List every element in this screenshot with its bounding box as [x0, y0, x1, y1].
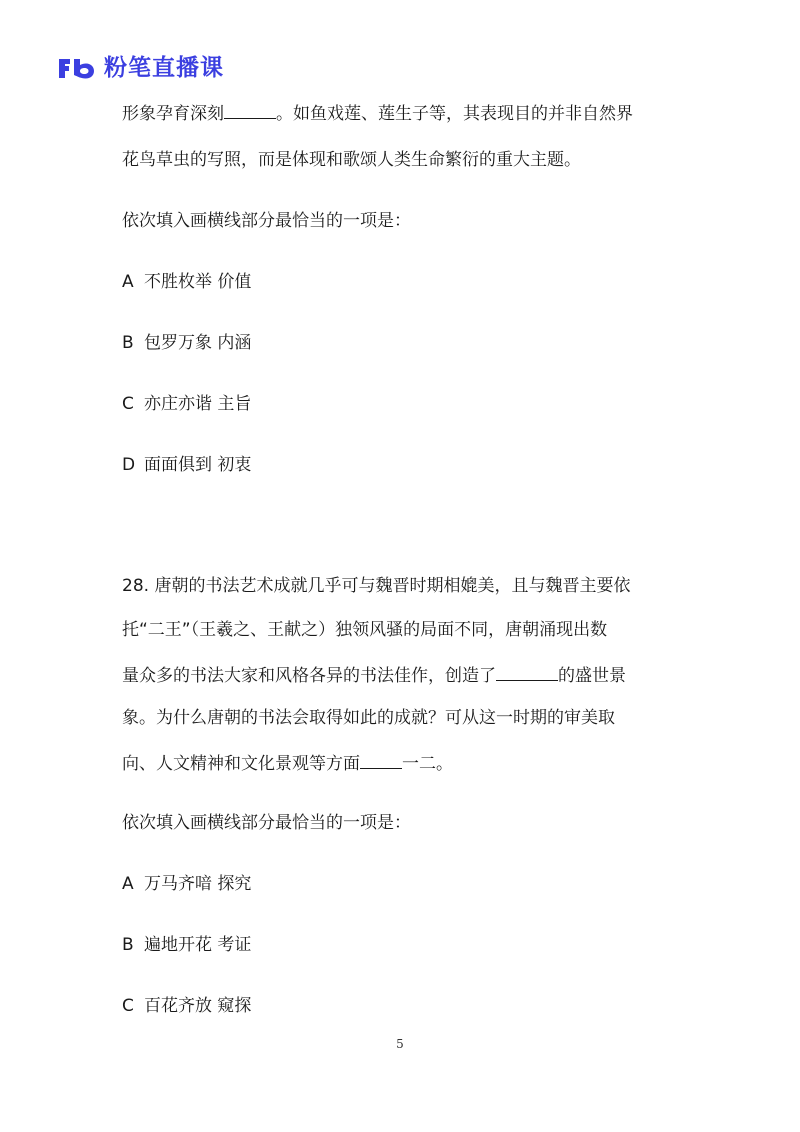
answer-blank — [360, 751, 402, 769]
q28-line-1: 28. 唐朝的书法艺术成就几乎可与魏晋时期相媲美，且与魏晋主要依 — [122, 576, 631, 596]
q28-prompt: 依次填入画横线部分最恰当的一项是： — [122, 813, 411, 833]
option-text: 百花齐放 窥探 — [144, 996, 252, 1016]
q27-option-a — [122, 271, 682, 294]
option-text: 包罗万象 内涵 — [144, 333, 252, 353]
option-letter: C — [122, 394, 134, 414]
option-letter: C — [122, 996, 134, 1016]
q28-option-b — [122, 934, 682, 957]
option-letter: A — [122, 874, 134, 894]
option-letter: D — [122, 455, 136, 475]
q27-option-d — [122, 454, 682, 477]
q28-option-c — [122, 995, 682, 1018]
q28-line-5-start: 向、人文精神和文化景观等方面 — [122, 754, 360, 774]
option-text: 亦庄亦谐 主旨 — [144, 394, 252, 414]
question-27-continuation — [122, 101, 682, 477]
q28-line-3-end: 的盛世景 — [558, 666, 626, 686]
option-letter: A — [122, 272, 134, 292]
q27-line-2: 花鸟草虫的写照，而是体现和歌颂人类生命繁衍的重大主题。 — [122, 150, 581, 170]
answer-blank — [496, 663, 558, 681]
q28-line-2: 托“二王”（王羲之、王献之）独领风骚的局面不同，唐朝涌现出数 — [122, 620, 608, 640]
q28-line-3 — [122, 663, 682, 686]
q27-option-c — [122, 393, 682, 416]
option-text: 不胜枚举 价值 — [144, 272, 252, 292]
q28-line-4: 象。为什么唐朝的书法会取得如此的成就？可从这一时期的审美取 — [122, 708, 615, 728]
answer-blank — [224, 101, 276, 119]
fb-logo-icon — [57, 56, 95, 80]
q28-line-5-end: 一二。 — [402, 754, 453, 774]
question-28 — [122, 575, 682, 1018]
q28-line-5 — [122, 751, 682, 774]
option-text: 万马齐喑 探究 — [144, 874, 252, 894]
q27-line-1 — [122, 101, 682, 124]
brand-logo — [57, 51, 224, 85]
option-text: 遍地开花 考证 — [144, 935, 252, 955]
option-letter: B — [122, 935, 134, 955]
option-letter: B — [122, 333, 134, 353]
q27-line-1-start: 形象孕育深刻 — [122, 104, 224, 124]
q28-line-3-start: 量众多的书法大家和风格各异的书法佳作，创造了 — [122, 666, 496, 686]
q28-option-a — [122, 873, 682, 896]
page-number: 5 — [396, 1037, 404, 1051]
q27-line-1-end: 。如鱼戏莲、莲生子等，其表现目的并非自然界 — [276, 104, 633, 124]
option-text: 面面俱到 初衷 — [144, 455, 252, 475]
q27-option-b — [122, 332, 682, 355]
document-body — [122, 101, 682, 1018]
logo-text: 粉笔直播课 — [104, 55, 224, 81]
q27-prompt: 依次填入画横线部分最恰当的一项是： — [122, 211, 411, 231]
